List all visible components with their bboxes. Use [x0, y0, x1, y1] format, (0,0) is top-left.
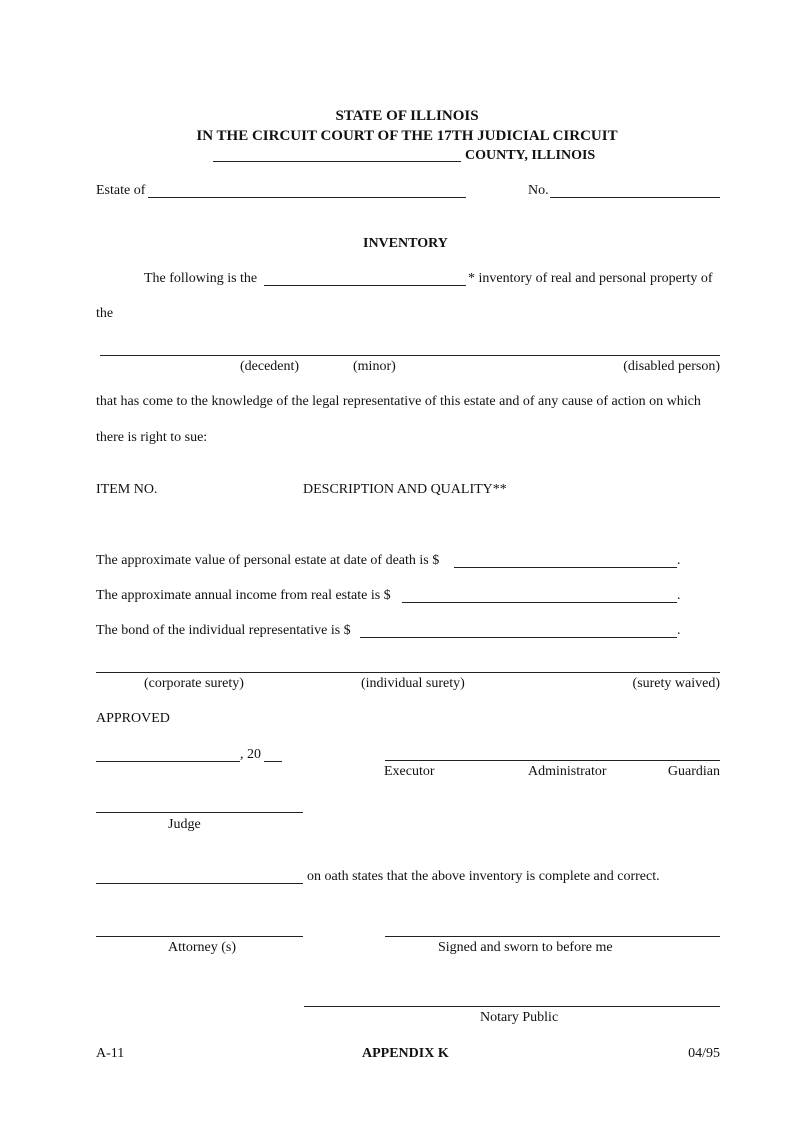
label-executor: Executor — [384, 764, 435, 779]
label-minor: (minor) — [353, 359, 396, 374]
income-value-line[interactable] — [402, 602, 677, 603]
page-title: INVENTORY — [363, 236, 448, 251]
personal-value-period: . — [677, 553, 681, 568]
sworn-signature-line[interactable] — [385, 936, 720, 937]
footer-revision-date: 04/95 — [688, 1046, 720, 1061]
label-guardian: Guardian — [667, 764, 720, 779]
column-description: DESCRIPTION AND QUALITY** — [303, 482, 507, 497]
bond-value-period: . — [677, 623, 681, 638]
case-no-line[interactable] — [550, 197, 720, 198]
judge-signature-line[interactable] — [96, 812, 303, 813]
approved-label: APPROVED — [96, 711, 170, 726]
case-no-label: No. — [528, 183, 549, 198]
income-value-label: The approximate annual income from real estate is $ — [96, 588, 391, 603]
label-individual-surety: (individual surety) — [361, 676, 465, 691]
bond-value-line[interactable] — [360, 637, 677, 638]
oath-statement: on oath states that the above inventory is complete and correct. — [307, 869, 660, 884]
column-item-no: ITEM NO. — [96, 482, 158, 497]
label-decedent: (decedent) — [240, 359, 300, 374]
bond-value-label: The bond of the individual representative is $ — [96, 623, 351, 638]
label-disabled-person: (disabled person) — [623, 359, 720, 374]
intro-part1: The following is the — [144, 271, 258, 286]
intro-part3: the — [96, 306, 114, 321]
label-surety-waived: (surety waived) — [632, 676, 720, 691]
label-judge: Judge — [168, 817, 201, 832]
header-state: STATE OF ILLINOIS — [335, 108, 479, 124]
footer-appendix: APPENDIX K — [362, 1046, 449, 1061]
intro-part2: * inventory of real and personal property of — [468, 271, 713, 286]
approval-year-line[interactable] — [264, 761, 282, 762]
label-corporate-surety: (corporate surety) — [144, 676, 244, 691]
personal-value-line[interactable] — [454, 567, 677, 568]
income-value-period: . — [677, 588, 681, 603]
label-attorney: Attorney (s) — [168, 940, 237, 955]
person-name-line[interactable] — [100, 355, 720, 356]
estate-name-line[interactable] — [148, 197, 466, 198]
estate-label: Estate of — [96, 183, 146, 198]
label-sworn: Signed and sworn to before me — [438, 940, 613, 955]
knowledge-line1: that has come to the knowledge of the legal representative of this estate and of any cause of action on which — [96, 394, 701, 409]
header-court: IN THE CIRCUIT COURT OF THE 17TH JUDICIAL CIRCUIT — [196, 128, 618, 144]
label-administrator: Administrator — [528, 764, 607, 779]
inventory-type-line[interactable] — [264, 285, 466, 286]
personal-value-label: The approximate value of personal estate at date of death is $ — [96, 553, 440, 568]
attorney-signature-line[interactable] — [96, 936, 303, 937]
county-name-line[interactable] — [213, 161, 461, 162]
notary-signature-line[interactable] — [304, 1006, 720, 1007]
oath-name-line[interactable] — [96, 883, 303, 884]
knowledge-line2: there is right to sue: — [96, 430, 208, 445]
label-notary-public: Notary Public — [480, 1010, 559, 1025]
approval-date-line[interactable] — [96, 761, 240, 762]
representative-signature-line[interactable] — [385, 760, 720, 761]
header-county: COUNTY, ILLINOIS — [465, 148, 596, 163]
approval-year-prefix: , 20 — [240, 747, 261, 762]
surety-line[interactable] — [96, 672, 720, 673]
footer-page-id: A-11 — [96, 1046, 125, 1061]
